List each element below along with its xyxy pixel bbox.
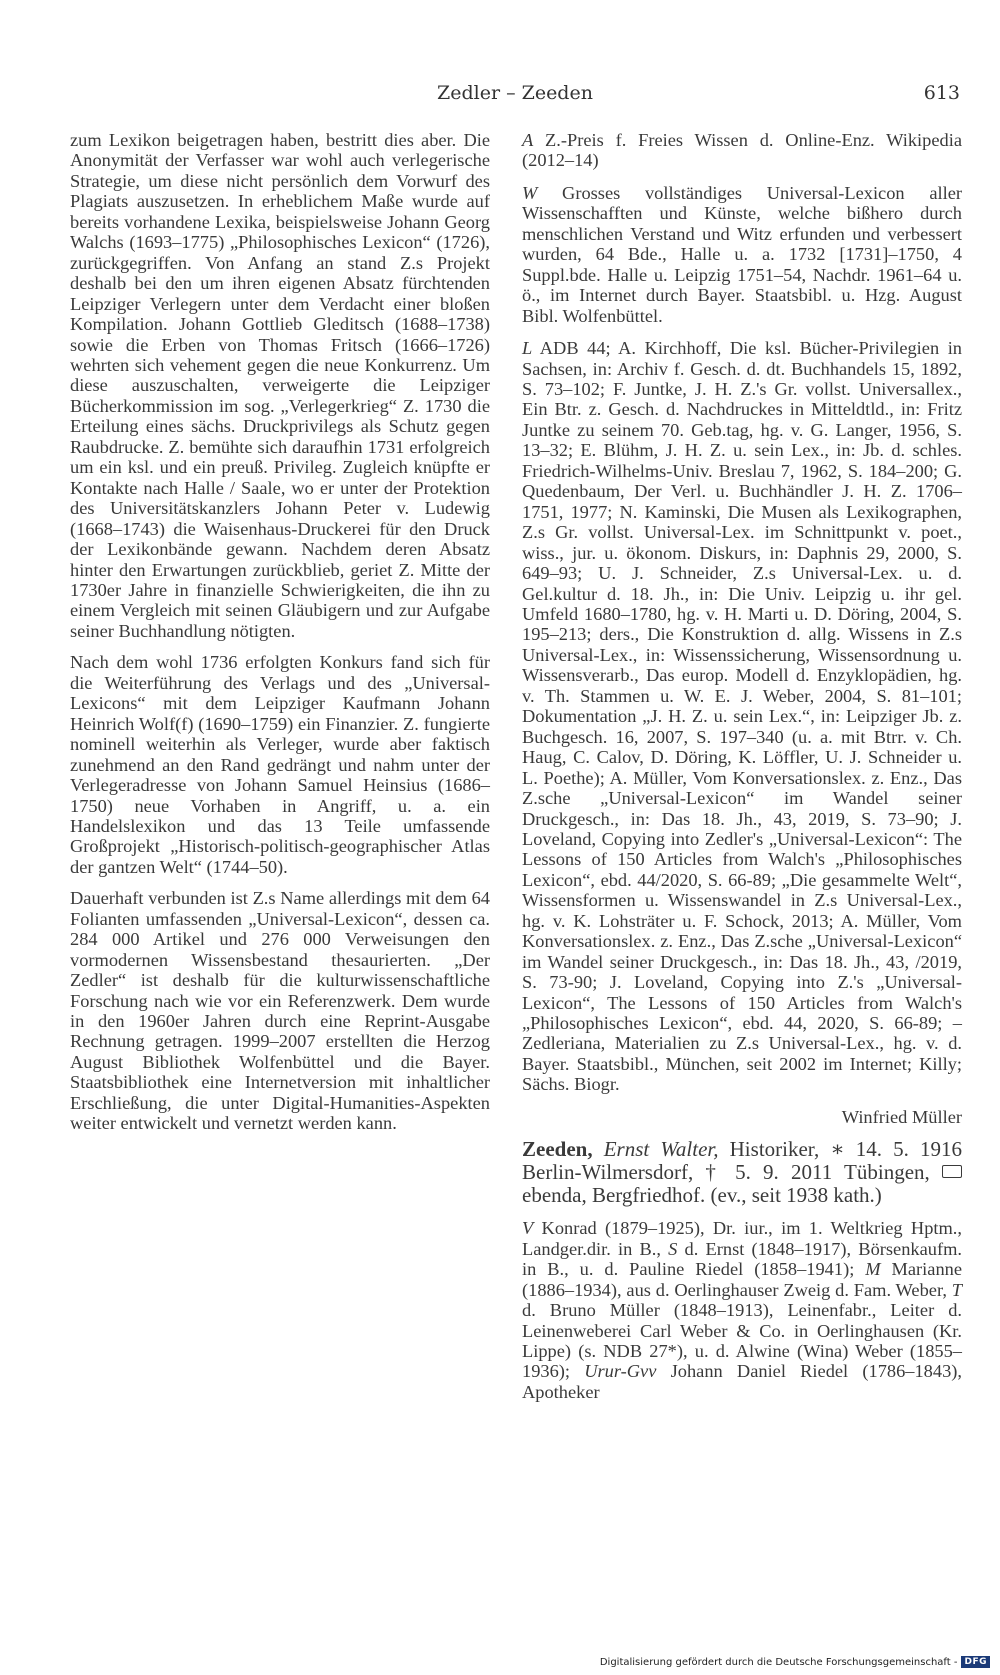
running-title: Zedler – Zeeden [437,82,593,104]
section-marker-v: V [522,1218,534,1239]
section-marker-ururgvv: Urur-Gvv [584,1361,657,1382]
dfg-logo: DFG [961,1656,990,1668]
entry-dates: Historiker, ∗ 14. 5. 1916 Berlin-Wilmersdorf, † 5. 9. 2011 Tübingen, [522,1137,962,1185]
grave-icon [942,1165,962,1178]
works-text: Grosses vollständiges Universal-Lexicon aller Wissenschafften und Künste, welche bißhero durch menschlichen Verstand und Witz erfunden und verbessert wurden, 64 Bde., Halle u. a. 1732 [1731]–1750, 4 Suppl.bde. Halle u. Leipzig 1751–54, Nachdr. 1961–64 u. ö., im Internet durch Bayer. Staatsbibl. u. Hzg. August Bibl. Wolfenbüttel. [522,182,962,326]
section-marker-w: W [522,182,538,203]
section-marker-l: L [522,338,533,359]
genealogy-text: Johann Daniel Riedel (1786–1843), Apotheker [522,1361,962,1402]
entry-heading [522,1138,962,1207]
entry-burial: ebenda, Bergfriedhof. (ev., seit 1938 kath.) [522,1183,882,1208]
literature-section [522,338,962,1095]
awards-text: Z.-Preis f. Freies Wissen d. Online-Enz. Wikipedia (2012–14) [522,130,962,171]
genealogy-text: Marianne (1886–1934), aus d. Oerlinghauser Zweig d. Fam. Weber, [522,1259,963,1300]
entry-surname: Zeeden, [522,1137,593,1162]
running-head [70,82,960,112]
right-column [522,130,962,1413]
section-marker-m: M [865,1259,881,1280]
page-number: 613 [923,82,960,104]
entry-given-names: Ernst Walter, [603,1137,719,1162]
literature-text: ADB 44; A. Kirchhoff, Die ksl. Bücher-Privilegien in Sachsen, in: Archiv f. Gesch. d. dt. Buchhandels 15, 1892, S. 73–102; F. Juntke, J. H. Z.'s Gr. vollst. Universallex., Ein Btr. z. Gesch. d. Nachdruckes in Mitteldtld., in: Fritz Juntke zu seinem 70. Geb.tag, hg. v. G. Langer, 1956, S. 13–32; E. Blühm, J. H. Z. u. sein Lex., in: Jb. d. schles. Friedrich-Wilhelms-Univ. Breslau 7, 1962, S. 184–200; G. Quedenbaum, Der Verl. u. Buchhändler J. H. Z. 1706–1751, 1977; N. Kaminski, Die Musen als Lexikographen, Z.s Gr. vollst. Universal-Lex. im Schnittpunkt v. poet., wiss., jur. u. ökonom. Diskurs, in: Daphnis 29, 2000, S. 649–93; U. J. Schneider, Z.s Universal-Lex. u. d. Gel.kultur d. 18. Jh., in: Die Univ. Leipzig u. ihr gel. Umfeld 1680–1780, hg. v. H. Marti u. D. Döring, 2004, S. 195–213; ders., Die Konstruktion d. allg. Wissens in Z.s Universal-Lex., in: Wissenssicherung, Wissensordnung u. Wissensverarb., Das europ. Modell d. Enzyklopädien, hg. v. Th. Stammen u. W. E. J. Weber, 2004, S. 81–101; Dokumentation „J. H. Z. u. sein Lex.“, in: Leipziger Jb. z. Buchgesch. 16, 2007, S. 197–340 (u. a. mit Btrr. v. Ch. Haug, C. Calov, D. Döring, K. Löffler, U. J. Schneider u. L. Poethe); A. Müller, Vom Konversationslex. z. Enz., Das Z.sche „Universal-Lexicon“ im Wandel seiner Druckgesch., in: Das 18. Jh., 43, 2019, S. 73–90; J. Loveland, Copying into Zedler's „Universal-Lexicon“: The Lessons of 150 Articles from Walch's „Philosophisches Lexicon“, ebd. 44/2020, S. 66-89; „Die gesammelte Welt“, Wissensformen u. Wissenswandel in Z.s Universal-Lex., hg. v. K. Lohsträter u. F. Schock, 2013; A. Müller, Vom Konversationslex. z. Enz., Das Z.sche „Universal-Lexicon“ im Wandel seiner Druckgesch., in: Das 18. Jh., 43, /2019, S. 73-90; J. Loveland, Copying into Z.'s „Universal-Lexicon“, The Lessons of 150 Articles from Walch's „Philosophisches Lexicon“, ebd. 44, 2020, S. 66-89; – Zedleriana, Materialien zu Z.s Universal-Lex., hg. v. d. Bayer. Staatsbibl., München, seit 2002 im Internet; Killy; Sächs. Biogr. [522,338,962,1095]
section-marker-s: S [668,1238,678,1259]
awards-section [522,130,962,171]
article-author: Winfried Müller [841,1106,962,1127]
left-column [70,130,490,1145]
genealogy-text: d. Ernst (1848–1917), Börsenkaufm. in B., u. d. Pauline Riedel (1858–1941); [522,1238,962,1280]
paragraph: Dauerhaft verbunden ist Z.s Name allerdings mit dem 64 Folianten umfassenden „Universal-Lexicon“, dessen ca. 284 000 Artikel und 276 000 Verweisungen den vormodernen Wissensbestand thesaurierten. „Der Zedler“ ist deshalb für die kulturwissenschaftliche Forschung nach wie vor ein Referenzwerk. Dem wurde in den 1960er Jahren durch eine Reprint-Ausgabe Rechnung getragen. 1999–2007 erstellten die Herzog August Bibliothek Wolfenbüttel und die Bayer. Staatsbibliothek eine Internetversion mit inhaltlicher Erschließung, die unter Digital-Humanities-Aspekten weiter entwickelt und vernetzt werden kann. [70,888,490,1134]
genealogy-text: d. Bruno Müller (1848–1913), Leinenfabr., Leiter d. Leinenweberei Carl Weber & Co. in Oerlinghausen (Kr. Lippe) (s. NDB 27*), u. d. Alwine (Wina) Weber (1855–1936); [522,1300,962,1382]
genealogy-section [522,1218,962,1402]
paragraph: zum Lexikon beigetragen haben, bestritt dies aber. Die Anonymität der Verfasser war wohl auch verlegerische Strategie, um diese nicht persönlich dem Vorwurf des Plagiats auszusetzen. In erheblichem Maße wurde auf bereits vorhandene Lexika, beispielsweise Johann Georg Walchs (1693–1775) „Philosophisches Lexicon“ (1726), zurückgegriffen. Von Anfang an stand Z.s Projekt deshalb bei den um ihren eigenen Absatz fürchtenden Leipziger Verlegern unter dem Verdacht einer bloßen Kompilation. Johann Gottlieb Gleditsch (1688–1738) sowie die Erben von Thomas Fritsch (1666–1726) wehrten sich vehement gegen die neue Konkurrenz. Um diese auszuschalten, verweigerte die Leipziger Bücherkommission im sog. „Verlegerkrieg“ Z. 1730 die Erteilung eines sächs. Druckprivilegs als Schutz gegen Raubdrucke. Z. bemühte sich daraufhin 1731 erfolgreich um ein ksl. und ein preuß. Privileg. Zugleich knüpfte er Kontakte nach Halle / Saale, wo er unter der Protektion des Universitätskanzlers Johann Peter v. Ludewig (1668–1743) die Waisenhaus-Druckerei für den Druck der Lexikonbände gewann. Nachdem deren Absatz hinter den Erwartungen zurückblieb, geriet Z. Mitte der 1730er Jahre in finanzielle Schwierigkeiten, die ihn zu einem Vergleich mit seinen Gläubigern und zur Aufgabe seiner Buchhandlung nötigten. [70,130,490,641]
genealogy-text: Konrad (1879–1925), Dr. iur., im 1. Weltkrieg Hptm., Landger.dir. in B., [522,1218,962,1259]
paragraph: Nach dem wohl 1736 erfolgten Konkurs fand sich für die Weiterführung des Verlags und des „Universal-Lexicons“ mit dem Leipziger Kaufmann Johann Heinrich Wolf(f) (1690–1759) ein Finanzier. Z. fungierte nominell weiterhin als Verleger, wurde aber faktisch zunehmend an den Rand gedrängt und nahm unter der Verlegeradresse von Johann Samuel Heinsius (1686–1750) neue Vorhaben in Angriff, u. a. ein Handelslexikon und das 13 Teile umfassende Großprojekt „Historisch-politisch-geographischer Atlas der gantzen Welt“ (1744–50). [70,652,490,877]
works-section [522,183,962,326]
digitization-footer [600,1655,990,1669]
section-marker-a: A [522,130,534,150]
footer-text: Digitalisierung gefördert durch die Deutsche Forschungsgemeinschaft - [599,1656,958,1668]
section-marker-t: T [951,1279,962,1300]
